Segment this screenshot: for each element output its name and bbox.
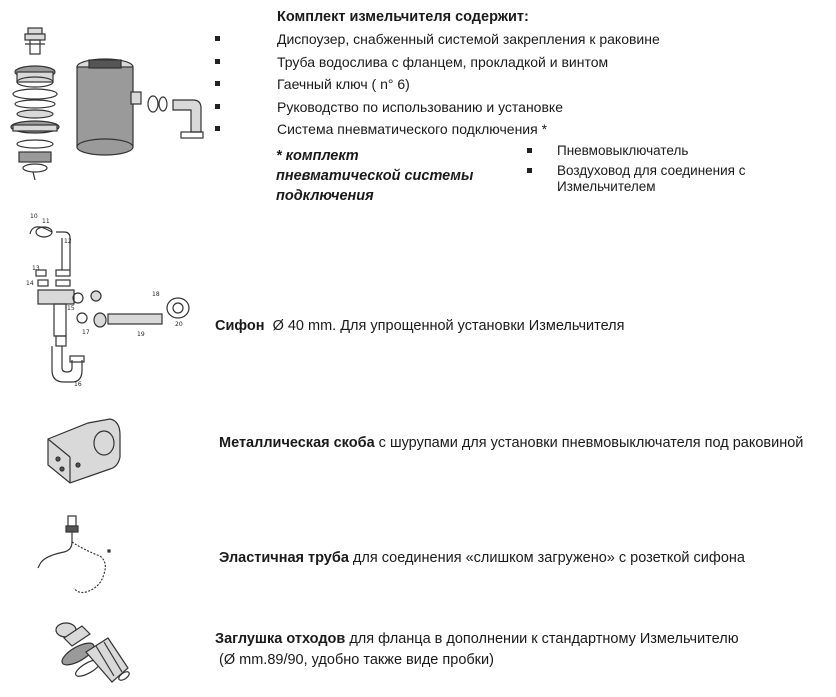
part-number-16: 16: [74, 381, 82, 388]
list-item-label: Пневмовыключатель: [557, 143, 689, 158]
part-number-17: 17: [82, 329, 90, 336]
plug-title: Заглушка отходов: [215, 631, 346, 647]
siphon-description: [215, 316, 625, 337]
part-number-20: 20: [175, 321, 183, 328]
kit-contents-list: [215, 31, 685, 144]
list-item: [215, 76, 685, 99]
pneumatic-note-line-3: подключения: [276, 188, 374, 204]
pneumatic-kit-note: [276, 146, 516, 206]
bracket-text: с шурупами для установки пневмовыключателя под раковиной: [374, 435, 804, 451]
siphon-title: Сифон: [215, 318, 265, 334]
square-bullet-icon: [215, 104, 220, 109]
plug-text-line-2: (Ø mm.89/90, удобно также виде пробки): [219, 652, 494, 668]
metal-bracket-illustration: [38, 413, 128, 488]
list-item: [527, 163, 777, 195]
list-item: [215, 31, 685, 54]
part-number-11: 11: [42, 218, 50, 225]
square-bullet-icon: [527, 148, 532, 153]
list-item-label: Труба водослива с фланцем, прокладкой и винтом: [277, 53, 609, 70]
flexible-tube-illustration: [34, 512, 124, 597]
list-item: [215, 121, 685, 144]
part-number-13: 13: [32, 265, 40, 272]
list-item-label: Руководство по использованию и установке: [277, 98, 563, 115]
square-bullet-icon: [215, 36, 220, 41]
tube-description: [219, 548, 745, 569]
part-number-12: 12: [64, 238, 72, 245]
list-item: [215, 54, 685, 77]
siphon-text: Ø 40 mm. Для упрощенной установки Измельчителя: [272, 318, 625, 334]
kit-contents-title: Комплект измельчителя содержит:: [277, 9, 529, 25]
part-number-19: 19: [137, 331, 145, 338]
pneumatic-note-line-1: * комплект: [276, 148, 359, 164]
part-number-15: 15: [67, 305, 75, 312]
list-item-label: Гаечный ключ ( n° 6): [277, 76, 410, 92]
disposer-kit-illustration: [5, 22, 215, 192]
list-item: [215, 99, 685, 122]
list-item-label: Диспоузер, снабженный системой закрепления к раковине: [277, 31, 660, 47]
bracket-title: Металлическая скоба: [219, 435, 375, 451]
part-number-10: 10: [30, 213, 38, 220]
bracket-description: [219, 433, 829, 454]
tube-text: для соединения «слишком загружено» с розеткой сифона: [348, 550, 745, 566]
square-bullet-icon: [215, 126, 220, 131]
list-item-label: Воздуховод для соединения с Измельчителем: [557, 163, 746, 194]
part-number-14: 14: [26, 280, 34, 287]
list-item-label: Система пневматического подключения *: [277, 121, 548, 137]
square-bullet-icon: [215, 59, 220, 64]
square-bullet-icon: [215, 81, 220, 86]
tube-title: Эластичная труба: [219, 550, 349, 566]
list-item: [527, 143, 777, 159]
plug-description: [215, 629, 815, 671]
waste-plug-illustration: [50, 610, 140, 692]
siphon-illustration: [12, 210, 197, 395]
pneumatic-kit-list: [527, 143, 777, 199]
part-number-18: 18: [152, 291, 160, 298]
plug-text: для фланца в дополнении к стандартному Измельчителю: [345, 631, 739, 647]
square-bullet-icon: [527, 168, 532, 173]
pneumatic-note-line-2: пневматической системы: [276, 168, 474, 184]
